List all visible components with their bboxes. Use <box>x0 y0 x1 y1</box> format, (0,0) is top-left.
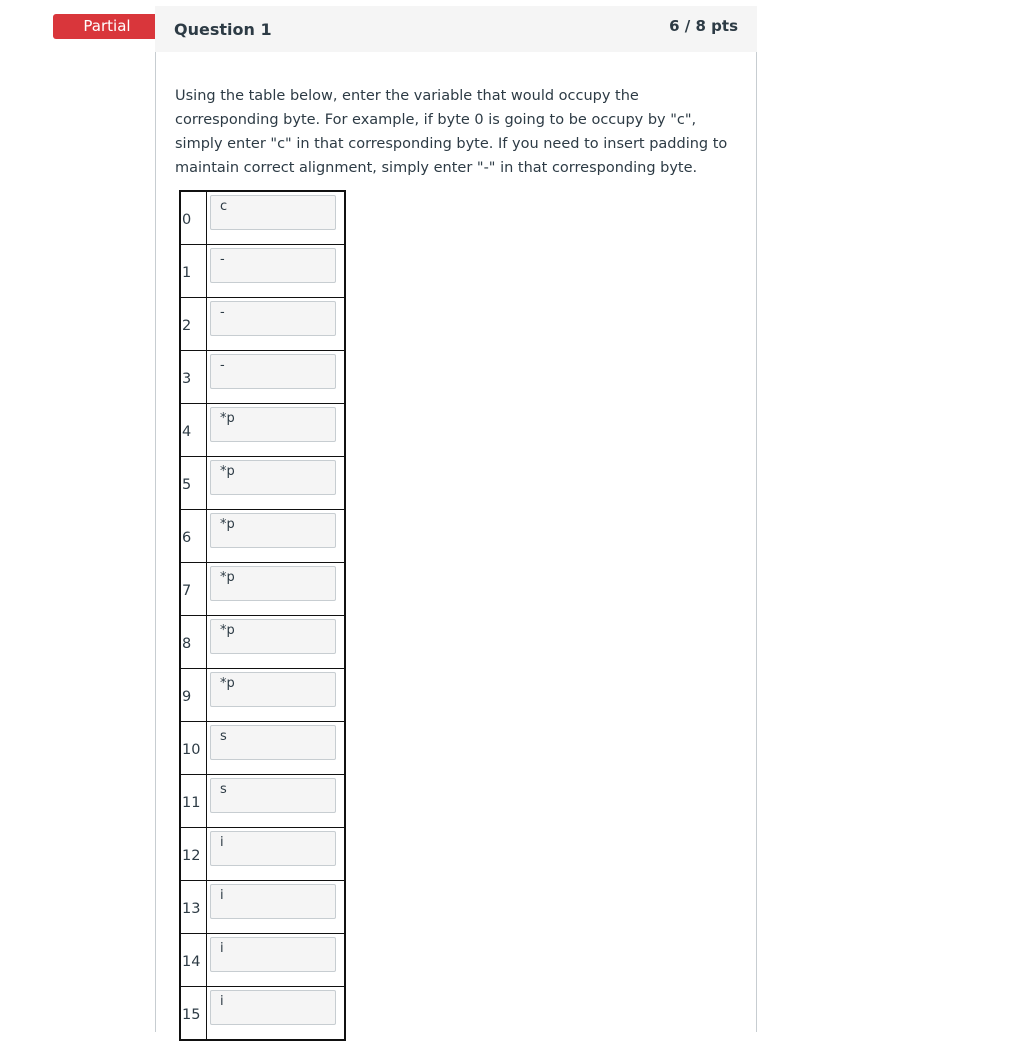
byte-table <box>179 190 346 1041</box>
table-row <box>180 987 345 1041</box>
byte-index: 7 <box>180 563 207 616</box>
byte-index: 14 <box>180 934 207 987</box>
table-row <box>180 669 345 722</box>
partial-badge <box>53 14 157 39</box>
question-title: Question 1 <box>174 20 272 39</box>
byte-index: 1 <box>180 245 207 298</box>
table-row <box>180 404 345 457</box>
byte-answer-input[interactable] <box>210 460 336 495</box>
byte-answer-input[interactable] <box>210 566 336 601</box>
byte-index: 4 <box>180 404 207 457</box>
byte-cell <box>207 351 346 404</box>
byte-cell <box>207 881 346 934</box>
byte-answer-input[interactable] <box>210 990 336 1025</box>
question-text: Using the table below, enter the variable that would occupy the corresponding byte. For example, if byte 0 is going to be occupy by "c", simply enter "c" in that corresponding byte. If you need to insert padding to maintain correct alignment, simply enter "-" in that corresponding byte. <box>175 88 728 176</box>
byte-answer-input[interactable] <box>210 195 336 230</box>
byte-index: 3 <box>180 351 207 404</box>
table-row <box>180 245 345 298</box>
byte-answer-input[interactable] <box>210 937 336 972</box>
byte-cell <box>207 722 346 775</box>
table-row <box>180 351 345 404</box>
byte-index: 10 <box>180 722 207 775</box>
table-row <box>180 298 345 351</box>
byte-index: 12 <box>180 828 207 881</box>
byte-index: 13 <box>180 881 207 934</box>
table-row <box>180 616 345 669</box>
byte-answer-input[interactable] <box>210 301 336 336</box>
table-row <box>180 563 345 616</box>
table-row <box>180 881 345 934</box>
byte-index: 11 <box>180 775 207 828</box>
table-row <box>180 510 345 563</box>
byte-cell <box>207 828 346 881</box>
byte-cell <box>207 775 346 828</box>
byte-index: 9 <box>180 669 207 722</box>
byte-index: 2 <box>180 298 207 351</box>
byte-answer-input[interactable] <box>210 884 336 919</box>
byte-answer-input[interactable] <box>210 354 336 389</box>
byte-index: 15 <box>180 987 207 1041</box>
question-header <box>155 6 757 53</box>
byte-cell <box>207 245 346 298</box>
table-row <box>180 934 345 987</box>
partial-badge-label: Partial <box>83 17 131 35</box>
byte-index: 8 <box>180 616 207 669</box>
byte-cell <box>207 987 346 1041</box>
byte-answer-input[interactable] <box>210 725 336 760</box>
table-row <box>180 722 345 775</box>
question-points: 6 / 8 pts <box>669 17 738 35</box>
byte-cell <box>207 510 346 563</box>
byte-cell <box>207 616 346 669</box>
byte-cell <box>207 404 346 457</box>
byte-cell <box>207 191 346 245</box>
byte-cell <box>207 563 346 616</box>
byte-answer-input[interactable] <box>210 513 336 548</box>
table-row <box>180 457 345 510</box>
byte-answer-input[interactable] <box>210 619 336 654</box>
byte-answer-input[interactable] <box>210 778 336 813</box>
table-row <box>180 828 345 881</box>
byte-cell <box>207 669 346 722</box>
table-row <box>180 775 345 828</box>
table-row <box>180 191 345 245</box>
byte-cell <box>207 934 346 987</box>
byte-index: 0 <box>180 191 207 245</box>
byte-answer-input[interactable] <box>210 831 336 866</box>
byte-answer-input[interactable] <box>210 407 336 442</box>
byte-cell <box>207 457 346 510</box>
byte-answer-input[interactable] <box>210 248 336 283</box>
byte-index: 6 <box>180 510 207 563</box>
byte-answer-input[interactable] <box>210 672 336 707</box>
byte-index: 5 <box>180 457 207 510</box>
byte-cell <box>207 298 346 351</box>
